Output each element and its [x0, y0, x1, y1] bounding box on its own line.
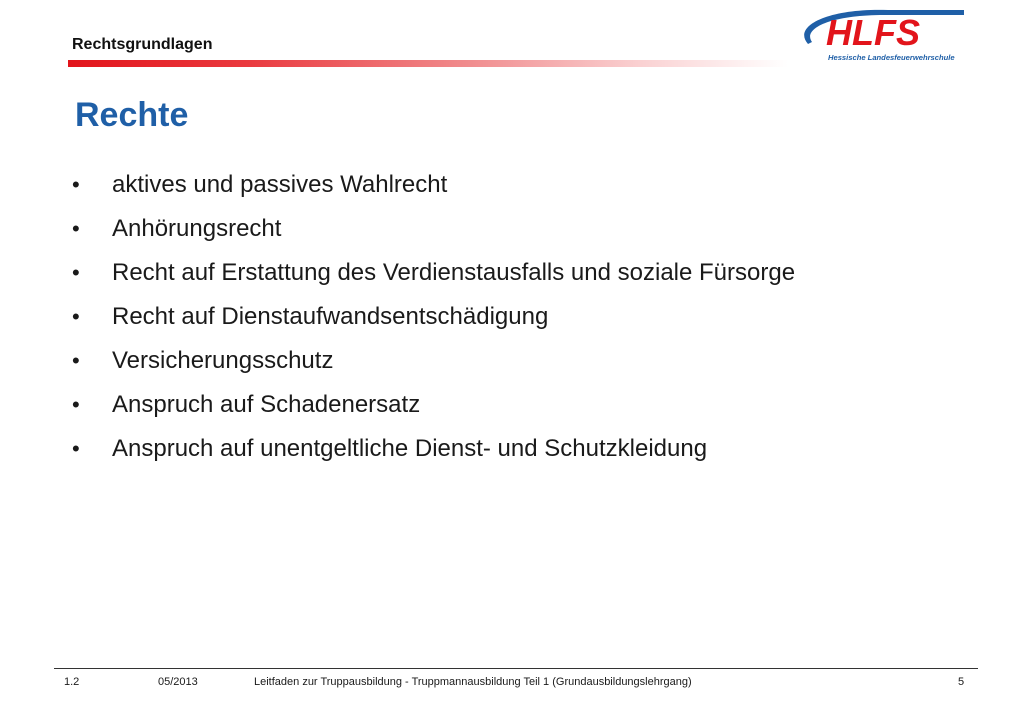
bullet-icon: • — [72, 216, 80, 241]
footer-date: 05/2013 — [158, 676, 198, 688]
list-item — [72, 163, 795, 207]
footer-document-title: Leitfaden zur Truppausbildung - Truppmannausbildung Teil 1 (Grundausbildungslehrgang) — [254, 676, 692, 688]
list-item — [72, 427, 795, 471]
header-divider — [68, 60, 788, 67]
bullet-icon: • — [72, 392, 80, 417]
bullet-text: aktives und passives Wahlrecht — [112, 171, 448, 198]
bullet-icon: • — [72, 348, 80, 373]
list-item — [72, 295, 795, 339]
footer-divider — [54, 668, 978, 669]
bullet-icon: • — [72, 436, 80, 461]
footer-page-number: 5 — [958, 676, 965, 688]
bullet-text: Versicherungsschutz — [112, 347, 334, 374]
hlfs-logo — [788, 4, 968, 64]
slide-title: Rechte — [75, 96, 189, 134]
bullet-text: Anhörungsrecht — [112, 215, 282, 242]
section-label: Rechtsgrundlagen — [72, 36, 213, 53]
list-item — [72, 339, 795, 383]
logo-wordmark: HLFS — [826, 12, 920, 53]
bullet-text: Recht auf Erstattung des Verdienstausfalls und soziale Fürsorge — [112, 259, 796, 286]
bullet-icon: • — [72, 304, 80, 329]
logo-tagline: Hessische Landesfeuerwehrschule — [828, 53, 955, 62]
bullet-icon: • — [72, 260, 80, 285]
list-item — [72, 383, 795, 427]
list-item — [72, 207, 795, 251]
footer-section-number: 1.2 — [64, 676, 80, 688]
bullet-text: Recht auf Dienstaufwandsentschädigung — [112, 303, 549, 330]
bullet-list — [72, 163, 795, 471]
bullet-icon: • — [72, 172, 80, 197]
bullet-text: Anspruch auf unentgeltliche Dienst- und Schutzkleidung — [112, 435, 708, 462]
list-item — [72, 251, 795, 295]
bullet-text: Anspruch auf Schadenersatz — [112, 391, 421, 418]
